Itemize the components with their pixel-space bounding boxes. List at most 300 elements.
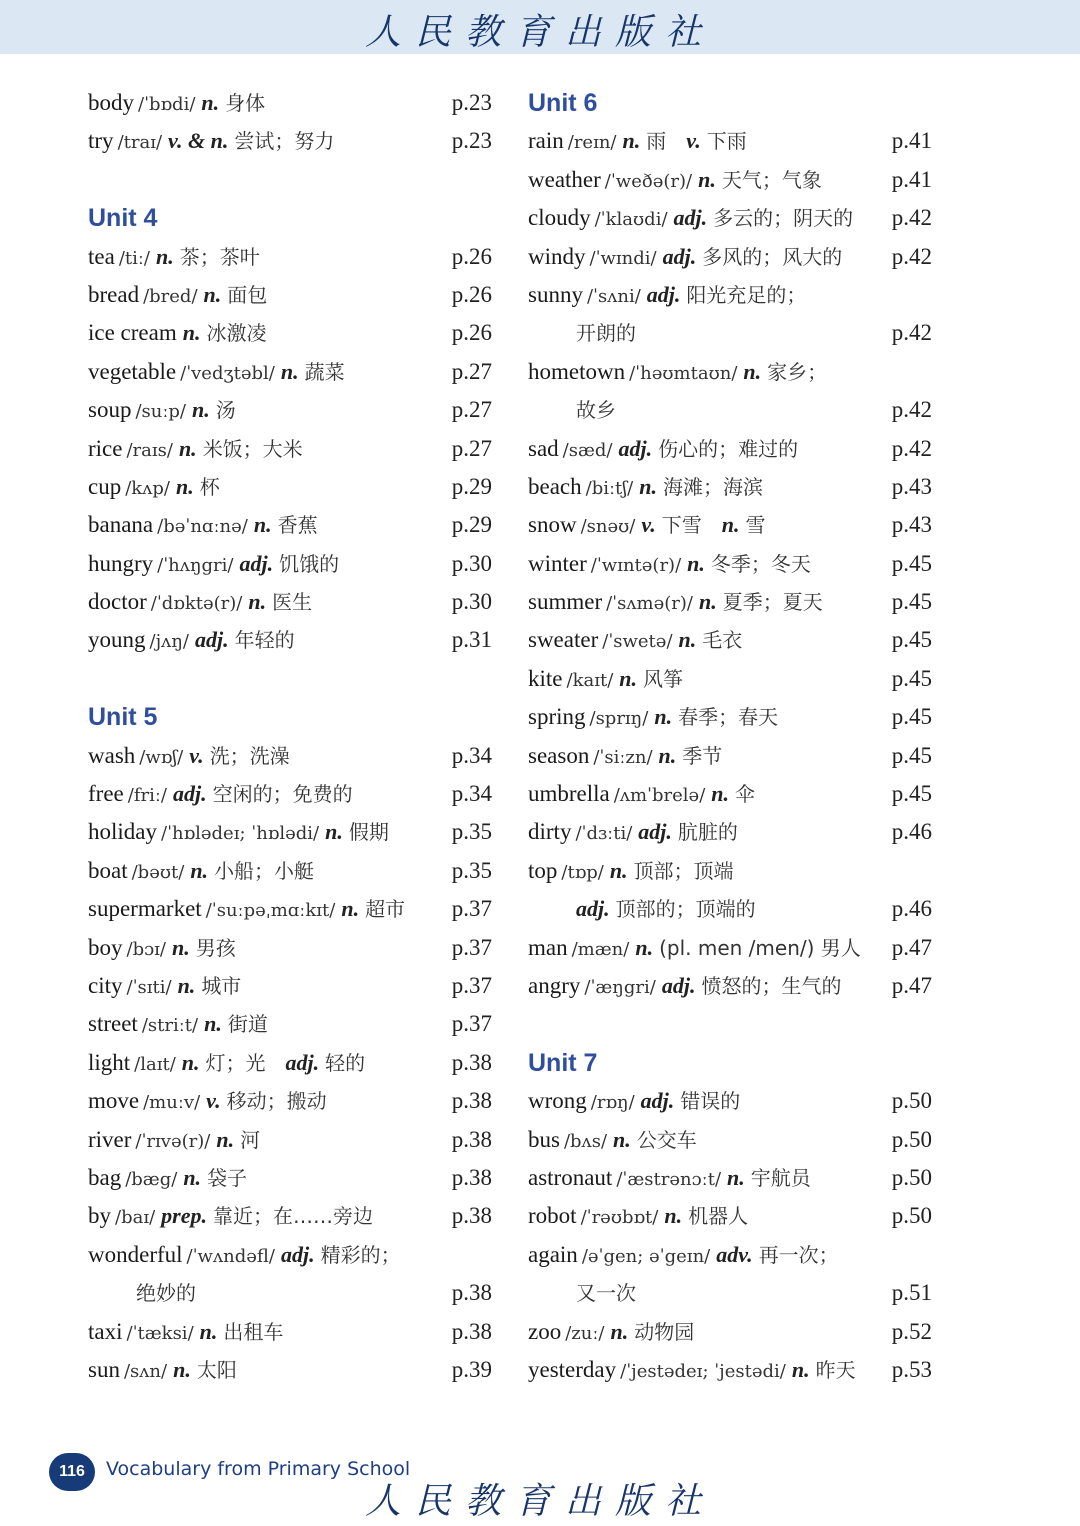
chinese-meaning: 肮脏的	[677, 820, 738, 845]
chinese-meaning: 宇航员	[750, 1165, 811, 1190]
phonetic: /ˈhɒlədeɪ; ˈhɒlədi/	[161, 823, 320, 845]
headword: angry	[528, 972, 581, 998]
vocab-entry	[88, 1197, 498, 1235]
phonetic: /rɒŋ/	[590, 1092, 635, 1114]
chinese-meaning: 开朗的	[576, 321, 636, 346]
vocab-entry	[528, 276, 938, 314]
chinese-meaning: 错误的	[680, 1089, 741, 1114]
page-ref: p.37	[451, 1011, 492, 1037]
vocab-continuation	[528, 890, 938, 928]
page-ref: p.50	[891, 1088, 932, 1114]
phonetic: /bred/	[143, 285, 198, 307]
vocab-entry	[88, 621, 498, 659]
chinese-meaning: 汤	[215, 398, 236, 423]
part-of-speech: adj.	[673, 205, 708, 231]
headword: weather	[528, 166, 601, 192]
part-of-speech: n.	[698, 589, 717, 615]
chinese-meaning: (pl. men /men/) 男人	[659, 935, 861, 960]
chinese-meaning: 米饭；大米	[202, 436, 303, 461]
chinese-meaning: 动物园	[634, 1319, 695, 1344]
part-of-speech: adj.	[280, 1241, 315, 1267]
phonetic: /striːt/	[141, 1015, 199, 1037]
vocab-continuation	[88, 1274, 498, 1312]
phonetic: /kaɪt/	[566, 669, 614, 691]
chinese-meaning: 雪	[745, 513, 766, 538]
page-ref: p.38	[451, 1126, 492, 1152]
headword: cup	[88, 473, 122, 499]
part-of-speech: n.	[619, 665, 638, 691]
phonetic: /ˈsuːpəˌmɑːkɪt/	[205, 900, 336, 922]
part-of-speech: adj.	[285, 1049, 320, 1075]
headword: top	[528, 857, 558, 883]
vocab-entry	[528, 813, 938, 851]
page-ref: p.26	[451, 320, 492, 346]
page-ref: p.42	[891, 320, 932, 346]
vocab-entry	[528, 199, 938, 237]
chinese-meaning: 袋子	[207, 1165, 248, 1190]
chinese-meaning: 轻的	[325, 1050, 366, 1075]
page-ref: p.37	[451, 934, 492, 960]
page-ref: p.45	[891, 589, 932, 615]
part-of-speech: adj.	[172, 781, 207, 807]
vocab-entry	[88, 276, 498, 314]
unit-heading: Unit 7	[528, 1048, 598, 1077]
page-ref: p.38	[451, 1203, 492, 1229]
part-of-speech: n.	[687, 550, 705, 576]
headword: boat	[88, 857, 128, 883]
phonetic: /mæn/	[571, 938, 630, 960]
chinese-meaning: 愤怒的；生气的	[701, 973, 842, 998]
vocab-entry	[528, 698, 938, 736]
headword: free	[88, 781, 124, 807]
vocab-entry	[88, 1121, 498, 1159]
page-ref: p.42	[891, 397, 932, 423]
part-of-speech: n.	[341, 896, 360, 922]
part-of-speech: v. & n.	[168, 128, 229, 154]
part-of-speech: v.	[686, 128, 701, 154]
headword: rain	[528, 128, 564, 154]
headword: tea	[88, 243, 115, 269]
chinese-meaning: 伞	[735, 782, 756, 807]
phonetic: /friː/	[127, 785, 167, 807]
headword: winter	[528, 550, 587, 576]
phonetic: /ˈswetə/	[602, 631, 673, 653]
vocab-continuation	[528, 1274, 938, 1312]
phonetic: /ˈæŋgri/	[584, 976, 656, 998]
right-column	[528, 84, 938, 1389]
chinese-meaning: 移动；搬动	[226, 1089, 327, 1114]
part-of-speech: n.	[253, 512, 272, 538]
part-of-speech: n.	[175, 473, 194, 499]
vocab-entry	[88, 1005, 498, 1043]
vocab-entry	[88, 737, 498, 775]
headword: city	[88, 972, 123, 998]
phonetic: /ˈæstrənɔːt/	[616, 1168, 722, 1190]
page-ref: p.47	[891, 934, 932, 960]
headword: boy	[88, 934, 123, 960]
part-of-speech: n.	[201, 90, 220, 115]
page-ref: p.42	[891, 243, 932, 269]
chinese-meaning: 多云的；阴天的	[713, 206, 854, 231]
chinese-meaning: 太阳	[196, 1357, 237, 1382]
part-of-speech: adj.	[661, 972, 696, 998]
headword: season	[528, 742, 590, 768]
headword: yesterday	[528, 1356, 617, 1382]
chinese-meaning: 年轻的	[234, 628, 295, 653]
vocab-entry	[528, 1082, 938, 1120]
part-of-speech: n.	[622, 128, 641, 154]
page-ref: p.52	[891, 1318, 932, 1344]
phonetic: /baɪ/	[115, 1207, 156, 1229]
chinese-meaning: 顶部的；顶端的	[615, 897, 756, 922]
headword: wonderful	[88, 1241, 183, 1267]
headword: move	[88, 1088, 140, 1114]
vocab-entry	[88, 1313, 498, 1351]
phonetic: /bɔɪ/	[126, 938, 166, 960]
vocab-entry	[528, 430, 938, 468]
part-of-speech: n.	[635, 934, 654, 960]
page-ref: p.42	[891, 205, 932, 231]
phonetic: /ˈsiːzn/	[593, 746, 653, 768]
chinese-meaning: 面包	[227, 282, 268, 307]
phonetic: /ˈrəʊbɒt/	[580, 1207, 659, 1229]
vocab-entry	[528, 929, 938, 967]
chinese-meaning: 蔬菜	[304, 359, 345, 384]
headword: young	[88, 627, 146, 653]
part-of-speech: n.	[791, 1356, 810, 1382]
spacer	[88, 161, 498, 199]
part-of-speech: n.	[678, 627, 697, 653]
chinese-meaning: 再一次；	[758, 1242, 839, 1267]
headword: sweater	[528, 627, 599, 653]
page-ref: p.38	[451, 1280, 492, 1306]
part-of-speech: adj.	[576, 896, 610, 922]
vocab-entry	[528, 238, 938, 276]
chinese-meaning: 灯；光	[205, 1050, 266, 1075]
spacer	[88, 660, 498, 698]
phonetic: /ʌmˈbrelə/	[613, 785, 706, 807]
headword: try	[88, 128, 114, 154]
page-ref: p.47	[891, 972, 932, 998]
chinese-meaning: 茶；茶叶	[179, 244, 260, 269]
chinese-meaning: 身体	[225, 91, 266, 115]
headword: cloudy	[528, 205, 591, 231]
chinese-meaning: 靠近；在……旁边	[212, 1204, 373, 1229]
page-ref: p.30	[451, 589, 492, 615]
chinese-meaning: 公交车	[636, 1127, 697, 1152]
vocab-entry	[88, 1159, 498, 1197]
vocab-entry	[88, 813, 498, 851]
vocab-entry	[88, 84, 498, 122]
headword: light	[88, 1049, 131, 1075]
part-of-speech: prep.	[161, 1203, 207, 1229]
vocab-entry	[88, 890, 498, 928]
part-of-speech: n.	[658, 742, 677, 768]
page-ref: p.34	[451, 742, 492, 768]
phonetic: /traɪ/	[117, 132, 163, 154]
headword: street	[88, 1011, 138, 1037]
phonetic: /ˈhəʊmtaʊn/	[629, 362, 738, 384]
vocab-entry	[88, 238, 498, 276]
part-of-speech: adv.	[716, 1241, 753, 1267]
phonetic: /əˈgen; əˈgeɪn/	[581, 1245, 711, 1267]
vocab-entry	[88, 967, 498, 1005]
vocab-entry	[88, 1351, 498, 1389]
phonetic: /wɒʃ/	[139, 746, 184, 768]
part-of-speech: n.	[181, 1049, 200, 1075]
vocab-entry	[88, 1044, 498, 1082]
part-of-speech: n.	[190, 857, 209, 883]
vocab-entry	[88, 775, 498, 813]
headword: bag	[88, 1164, 122, 1190]
vocab-entry	[88, 391, 498, 429]
page-ref: p.35	[451, 819, 492, 845]
vocab-entry	[528, 852, 938, 890]
vocab-entry	[528, 775, 938, 813]
chinese-meaning: 伤心的；难过的	[658, 436, 799, 461]
page-ref: p.27	[451, 358, 492, 384]
chinese-meaning: 雨	[646, 129, 667, 154]
part-of-speech: n.	[654, 704, 673, 730]
phonetic: /bʌs/	[563, 1130, 608, 1152]
part-of-speech: n.	[609, 857, 628, 883]
publisher-logo-top: 人民教育出版社	[364, 12, 715, 53]
chinese-meaning: 又一次	[576, 1281, 636, 1306]
vocab-continuation	[528, 391, 938, 429]
phonetic: /ˈsʌmə(r)/	[606, 593, 693, 615]
headword: wash	[88, 742, 136, 768]
chinese-meaning: 夏季；夏天	[722, 590, 823, 615]
page-ref: p.41	[891, 166, 932, 192]
page-ref: p.38	[451, 1164, 492, 1190]
page-ref: p.23	[451, 128, 492, 154]
headword: man	[528, 934, 568, 960]
part-of-speech: v.	[189, 742, 204, 768]
chinese-meaning: 河	[240, 1127, 261, 1152]
part-of-speech: n.	[698, 166, 716, 192]
vocab-entry	[88, 430, 498, 468]
part-of-speech: n.	[203, 281, 222, 307]
unit-heading: Unit 4	[88, 204, 158, 233]
phonetic: /bæg/	[125, 1168, 178, 1190]
part-of-speech: n.	[280, 358, 299, 384]
spacer	[528, 1005, 938, 1043]
phonetic: /ˈwɪndi/	[589, 247, 657, 269]
phonetic: /suːp/	[135, 401, 186, 423]
phonetic: /sæd/	[562, 439, 613, 461]
publisher-logo-bottom: 人民教育出版社	[364, 1481, 715, 1522]
headword: supermarket	[88, 896, 202, 922]
headword: dirty	[528, 819, 572, 845]
part-of-speech: adj.	[194, 627, 229, 653]
headword: sun	[88, 1356, 120, 1382]
phonetic: /ˈdɒktə(r)/	[150, 593, 243, 615]
phonetic: /muːv/	[143, 1092, 201, 1114]
headword: spring	[528, 704, 586, 730]
headword: taxi	[88, 1318, 123, 1344]
page-ref: p.38	[451, 1318, 492, 1344]
vocab-entry	[88, 353, 498, 391]
phonetic: /snəʊ/	[580, 516, 636, 538]
vocab-entry	[528, 621, 938, 659]
headword: soup	[88, 397, 132, 423]
part-of-speech: adj.	[662, 243, 697, 269]
phonetic: /biːtʃ/	[585, 477, 634, 499]
vocab-entry	[528, 1121, 938, 1159]
vocab-entry	[528, 545, 938, 583]
page-ref: p.27	[451, 435, 492, 461]
page-ref: p.29	[451, 512, 492, 538]
vocab-entry	[88, 929, 498, 967]
headword: summer	[528, 589, 603, 615]
phonetic: /sʌn/	[123, 1360, 168, 1382]
chinese-meaning: 阳光充足的；	[686, 282, 807, 307]
phonetic: /bəˈnɑːnə/	[157, 516, 248, 538]
phonetic: /bəʊt/	[131, 861, 185, 883]
headword: sunny	[528, 281, 583, 307]
part-of-speech: n.	[325, 819, 343, 845]
headword: body	[88, 90, 134, 115]
chinese-meaning: 男孩	[195, 935, 236, 960]
vocab-entry	[528, 468, 938, 506]
headword: holiday	[88, 819, 157, 845]
phonetic: /sprɪŋ/	[589, 708, 649, 730]
vocab-entry	[528, 1197, 938, 1235]
page-ref: p.34	[451, 781, 492, 807]
page-ref: p.51	[891, 1280, 932, 1306]
part-of-speech: n.	[199, 1318, 218, 1344]
vocab-entry	[528, 967, 938, 1005]
chinese-meaning: 故乡	[576, 398, 616, 423]
part-of-speech: adj.	[618, 435, 653, 461]
part-of-speech: n.	[183, 1164, 202, 1190]
chinese-meaning: 医生	[272, 590, 313, 615]
headword: doctor	[88, 589, 147, 615]
vocab-entry	[528, 1351, 938, 1389]
part-of-speech: n.	[727, 1164, 745, 1190]
page-ref: p.42	[891, 435, 932, 461]
chinese-meaning: 天气；气象	[721, 167, 822, 192]
page-ref: p.31	[451, 627, 492, 653]
part-of-speech: adj.	[239, 550, 274, 576]
chinese-meaning: 冰激凌	[206, 321, 267, 346]
chinese-meaning: 春季；春天	[678, 705, 779, 730]
part-of-speech: n.	[743, 358, 762, 384]
headword: banana	[88, 512, 154, 538]
phonetic: /ˈwɪntə(r)/	[590, 554, 682, 576]
page-ref: p.50	[891, 1164, 932, 1190]
vocab-continuation	[528, 314, 938, 352]
phonetic: /raɪs/	[126, 439, 173, 461]
phonetic: /ˈdɜːti/	[575, 823, 633, 845]
headword: snow	[528, 512, 577, 538]
page-ref: p.39	[451, 1356, 492, 1382]
part-of-speech: n.	[192, 397, 210, 423]
headword: rice	[88, 435, 123, 461]
chinese-meaning: 顶部；顶端	[633, 858, 734, 883]
page-ref: p.53	[891, 1356, 932, 1382]
chinese-meaning: 尝试；努力	[234, 129, 335, 154]
phonetic: /tɒp/	[561, 861, 604, 883]
headword: zoo	[528, 1318, 562, 1344]
part-of-speech: n.	[156, 243, 174, 269]
chinese-meaning: 出租车	[223, 1319, 284, 1344]
chinese-meaning: 风筝	[643, 666, 684, 691]
vocab-entry	[88, 122, 498, 160]
page-ref: p.45	[891, 742, 932, 768]
phonetic: /laɪt/	[134, 1053, 176, 1075]
chinese-meaning: 空闲的；免费的	[212, 782, 353, 807]
page-ref: p.50	[891, 1203, 932, 1229]
page-ref: p.45	[891, 550, 932, 576]
headword: umbrella	[528, 781, 610, 807]
headword: by	[88, 1203, 111, 1229]
page-ref: p.26	[451, 243, 492, 269]
unit-heading: Unit 5	[88, 703, 158, 732]
chinese-meaning: 洗；洗澡	[209, 743, 290, 768]
phonetic: /ˈsʌni/	[586, 285, 641, 307]
chinese-meaning: 香蕉	[277, 513, 318, 538]
part-of-speech: n.	[216, 1126, 235, 1152]
left-column	[88, 84, 498, 1389]
phonetic: /kʌp/	[125, 477, 170, 499]
page-ref: p.30	[451, 550, 492, 576]
phonetic: /jʌŋ/	[149, 631, 189, 653]
chinese-meaning: 超市	[365, 897, 406, 922]
vocab-entry	[88, 506, 498, 544]
vocab-entry	[528, 353, 938, 391]
page-ref: p.45	[891, 781, 932, 807]
phonetic: /ˈsɪti/	[126, 976, 172, 998]
chinese-meaning: 城市	[201, 973, 242, 998]
page-ref: p.38	[451, 1049, 492, 1075]
chinese-meaning: 下雨	[706, 129, 747, 154]
part-of-speech: n.	[721, 512, 740, 538]
headword: beach	[528, 473, 582, 499]
part-of-speech: n.	[613, 1126, 631, 1152]
headword: bread	[88, 281, 140, 307]
page-ref: p.43	[891, 473, 932, 499]
page-ref: p.41	[891, 128, 932, 154]
headword: windy	[528, 243, 586, 269]
vocab-entry	[528, 1236, 938, 1274]
unit-heading: Unit 6	[528, 89, 598, 117]
page-ref: p.46	[891, 896, 932, 922]
page-ref: p.43	[891, 512, 932, 538]
part-of-speech: v.	[206, 1088, 221, 1114]
vocab-entry	[528, 1159, 938, 1197]
page-ref: p.38	[451, 1088, 492, 1114]
part-of-speech: n.	[610, 1318, 629, 1344]
chinese-meaning: 家乡；	[767, 359, 828, 384]
page-ref: p.45	[891, 665, 932, 691]
chinese-meaning: 杯	[199, 474, 220, 499]
part-of-speech: n.	[664, 1203, 683, 1229]
vocab-entry	[88, 583, 498, 621]
chinese-meaning: 机器人	[688, 1204, 749, 1229]
vocab-entry	[88, 545, 498, 583]
part-of-speech: adj.	[640, 1088, 675, 1114]
chinese-meaning: 昨天	[815, 1357, 856, 1382]
phonetic: /ˈwʌndəfl/	[186, 1245, 275, 1267]
chinese-meaning: 多风的；风大的	[702, 244, 843, 269]
part-of-speech: n.	[639, 473, 657, 499]
vocab-entry	[88, 1236, 498, 1274]
vocab-entry	[88, 468, 498, 506]
page-ref: p.50	[891, 1126, 932, 1152]
vocab-entry	[88, 1082, 498, 1120]
phonetic: /ˈtæksi/	[126, 1322, 194, 1344]
